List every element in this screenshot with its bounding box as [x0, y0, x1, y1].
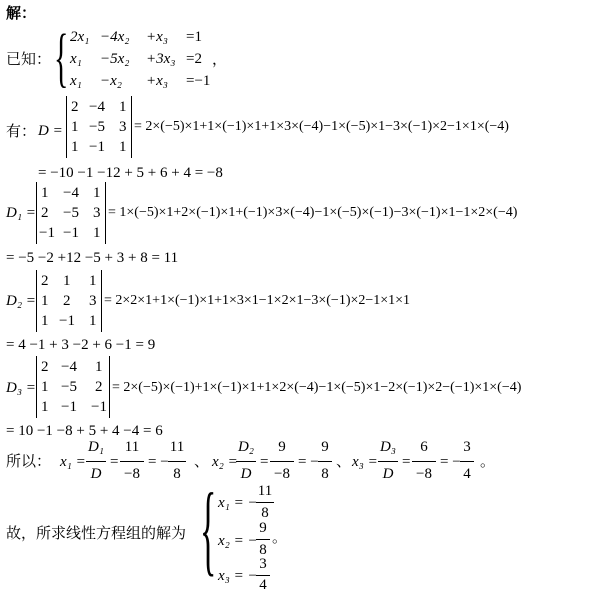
fraction-bar: [236, 461, 256, 462]
separator: 、: [336, 452, 352, 470]
matrix-cell: −1: [59, 313, 75, 329]
fraction-bar: [256, 539, 270, 540]
matrix-cell: 1: [93, 225, 101, 241]
determinant-d3: [36, 356, 110, 418]
frac-num: 3: [463, 439, 471, 455]
fraction-bar: [256, 575, 270, 576]
fraction-bar: [168, 461, 186, 462]
matrix-cell: −1: [39, 225, 55, 241]
fraction-bar: [120, 461, 144, 462]
equals: = −: [440, 454, 461, 470]
conclusion-label: 故，所求线性方程组的解为: [6, 524, 187, 542]
frac-den: −8: [416, 466, 432, 482]
system-term: =−1: [186, 73, 211, 89]
frac-num: D₂: [237, 439, 255, 455]
frac-den: 8: [321, 466, 329, 482]
result-d3: = 10 −1 −8 + 5 + 4 −4 = 6: [6, 423, 163, 439]
frac-num: 9: [278, 439, 286, 455]
var-x3: x₃ =: [352, 454, 378, 470]
fraction-bar: [270, 461, 294, 462]
system-term: −4x₂: [100, 29, 130, 45]
period: 。: [480, 452, 496, 470]
det-label-d: D =: [38, 123, 63, 139]
var-x1: x₁ =: [60, 454, 86, 470]
frac-den: D: [382, 466, 394, 482]
matrix-cell: 1: [89, 273, 97, 289]
equals: =: [110, 454, 119, 470]
result-d: = −10 −1 −12 + 5 + 6 + 4 = −8: [38, 165, 223, 181]
matrix-cell: 1: [41, 399, 49, 415]
frac-den: D: [90, 466, 102, 482]
separator: 、: [194, 452, 210, 470]
period: 。: [272, 528, 288, 546]
matrix-cell: −1: [89, 139, 105, 155]
frac-num: D₁: [87, 439, 105, 455]
matrix-cell: −4: [89, 99, 105, 115]
matrix-cell: 1: [119, 99, 127, 115]
frac-num: 6: [420, 439, 428, 455]
matrix-cell: 2: [95, 379, 103, 395]
frac-num: 9: [321, 439, 329, 455]
frac-num: 9: [259, 520, 267, 536]
frac-den: −8: [124, 466, 140, 482]
comma: ，: [212, 50, 228, 68]
system-term: =2: [186, 51, 202, 67]
equals: =: [260, 454, 269, 470]
matrix-cell: 2: [41, 205, 49, 221]
frac-num: 11: [169, 439, 185, 455]
have-label: 有：: [6, 122, 37, 140]
fraction-bar: [86, 461, 106, 462]
frac-num: D₃: [379, 439, 397, 455]
solution-brace: {: [200, 476, 217, 587]
matrix-cell: 1: [93, 185, 101, 201]
final-var-x1: x₁ = −: [218, 495, 258, 511]
fraction-bar: [412, 461, 436, 462]
fraction-bar: [460, 461, 474, 462]
matrix-cell: −1: [61, 399, 77, 415]
matrix-cell: 1: [71, 139, 79, 155]
matrix-cell: 1: [41, 185, 49, 201]
frac-den: 8: [261, 505, 269, 521]
matrix-cell: −4: [61, 359, 77, 375]
matrix-cell: 1: [119, 139, 127, 155]
matrix-cell: 1: [41, 379, 49, 395]
det-label-d3: D₃ =: [6, 380, 36, 396]
frac-den: 8: [259, 542, 267, 558]
system-term: +3x₃: [146, 51, 176, 67]
matrix-cell: −5: [61, 379, 77, 395]
fraction-bar: [378, 461, 398, 462]
frac-den: D: [240, 466, 252, 482]
det-label-d2: D₂ =: [6, 293, 36, 309]
expansion-d: = 2×(−5)×1+1×(−1)×1+1×3×(−4)−1×(−5)×1−3×(−1)×2−1×1×(−4): [134, 119, 509, 134]
result-d2: = 4 −1 + 3 −2 + 6 −1 = 9: [6, 337, 156, 353]
matrix-cell: 1: [41, 313, 49, 329]
fraction-bar: [256, 502, 274, 503]
matrix-cell: −1: [91, 399, 107, 415]
matrix-cell: 2: [41, 359, 49, 375]
system-term: +x₃: [146, 29, 168, 45]
frac-den: 8: [173, 466, 181, 482]
matrix-cell: 3: [93, 205, 101, 221]
matrix-cell: −5: [63, 205, 79, 221]
matrix-cell: −5: [89, 119, 105, 135]
fraction-bar: [318, 461, 332, 462]
system-term: 2x₁: [70, 29, 90, 45]
equals: =: [402, 454, 411, 470]
equals: = −: [148, 454, 169, 470]
equals: = −: [298, 454, 319, 470]
matrix-cell: 2: [63, 293, 71, 309]
matrix-cell: 1: [89, 313, 97, 329]
determinant-d1: [36, 182, 106, 244]
matrix-cell: 2: [71, 99, 79, 115]
expansion-d3: = 2×(−5)×(−1)+1×(−1)×1+1×2×(−4)−1×(−5)×1−2×(−1)×2−(−1)×1×(−4): [112, 380, 522, 395]
final-var-x3: x₃ = −: [218, 568, 258, 584]
expansion-d2: = 2×2×1+1×(−1)×1+1×3×1−1×2×1−3×(−1)×2−1×1×1: [104, 293, 411, 308]
matrix-cell: 3: [119, 119, 127, 135]
frac-num: 3: [259, 556, 267, 572]
so-label: 所以：: [6, 452, 52, 470]
expansion-d1: = 1×(−5)×1+2×(−1)×1+(−1)×3×(−4)−1×(−5)×(−1)−3×(−1)×1−1×2×(−4): [108, 205, 518, 220]
var-x2: x₂ =: [212, 454, 238, 470]
solution-label: 解：: [6, 4, 37, 22]
matrix-cell: 1: [95, 359, 103, 375]
frac-den: 4: [259, 577, 267, 593]
system-term: +x₃: [146, 73, 168, 89]
frac-num: 11: [124, 439, 140, 455]
matrix-cell: 2: [41, 273, 49, 289]
system-term: x₁: [70, 51, 82, 67]
matrix-cell: 3: [89, 293, 97, 309]
system-term: −x₂: [100, 73, 122, 89]
matrix-cell: −1: [63, 225, 79, 241]
matrix-cell: −4: [63, 185, 79, 201]
frac-den: −8: [274, 466, 290, 482]
given-label: 已知：: [6, 50, 52, 68]
det-label-d1: D₁ =: [6, 205, 36, 221]
matrix-cell: 1: [41, 293, 49, 309]
system-term: x₁: [70, 73, 82, 89]
frac-den: 4: [463, 466, 471, 482]
system-brace: {: [54, 21, 69, 95]
matrix-cell: 1: [63, 273, 71, 289]
system-term: =1: [186, 29, 202, 45]
matrix-cell: 1: [71, 119, 79, 135]
determinant-d: [66, 96, 132, 158]
system-term: −5x₂: [100, 51, 130, 67]
result-d1: = −5 −2 +12 −5 + 3 + 8 = 11: [6, 250, 179, 266]
final-var-x2: x₂ = −: [218, 533, 258, 549]
determinant-d2: [36, 270, 102, 332]
frac-num: 11: [257, 483, 273, 499]
